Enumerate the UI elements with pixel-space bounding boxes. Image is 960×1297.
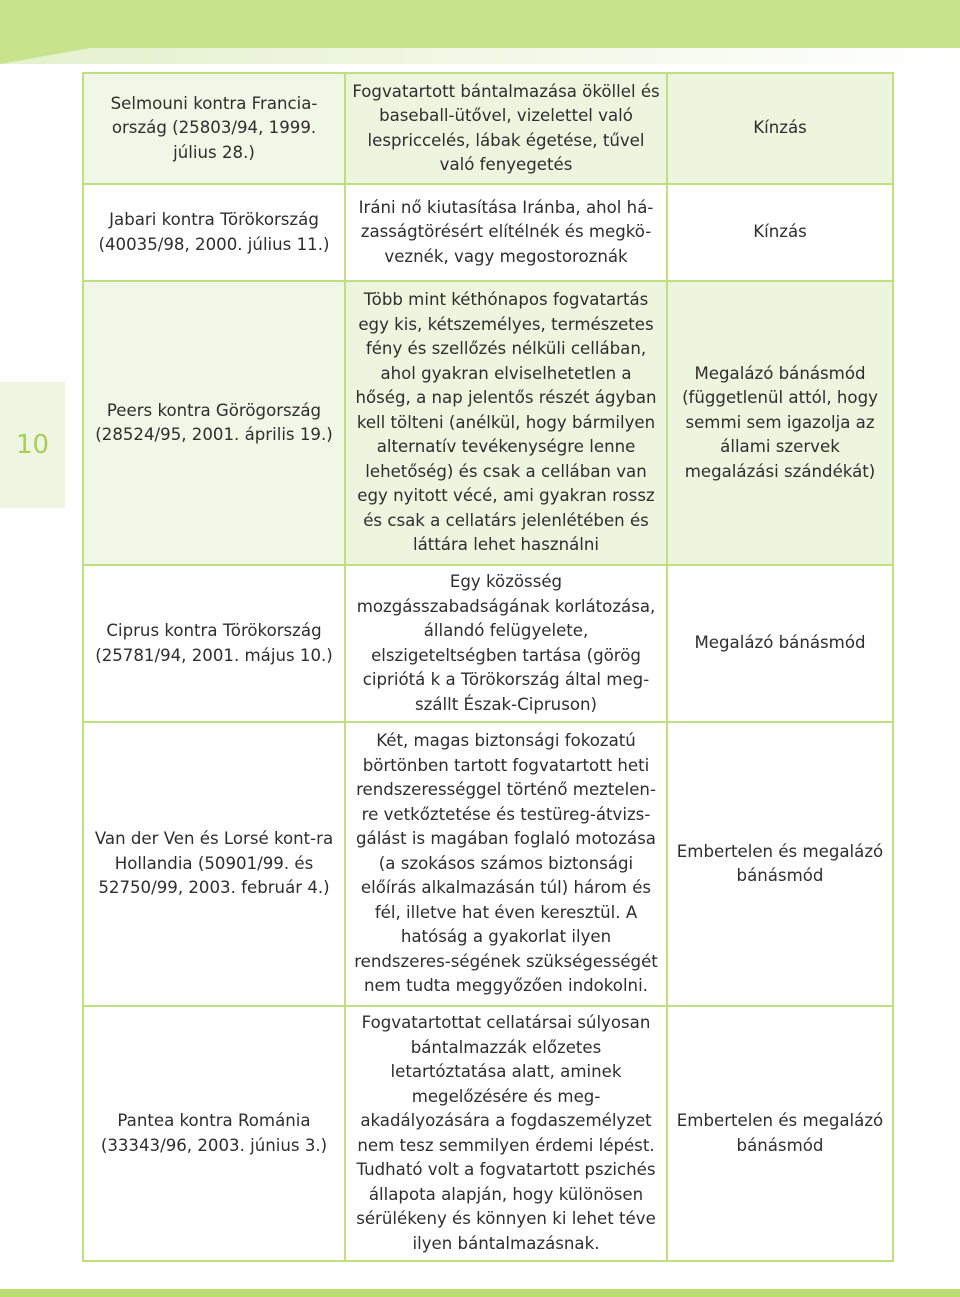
qualification-cell: Megalázó bánásmód (függetlenül attól, hogy semmi sem igazolja az állami szervek megalázási szándékát) (667, 281, 893, 565)
facts-cell: Iráni nő kiutasítása Iránba, ahol há-zasságtörésért elítélnék és megkö-veznék, vagy megostoroznák (345, 184, 667, 281)
facts-cell: Egy közösség mozgásszabadságának korlátozása, állandó felügyelete, elszigeteltségben tartása (görög cipriótá k a Törökország által meg-szállt Észak-Cipruson) (345, 565, 667, 722)
top-accent-band (0, 0, 960, 48)
qualification-cell: Kínzás (667, 73, 893, 184)
table-row (83, 281, 893, 565)
qualification-cell: Embertelen és megalázó bánásmód (667, 722, 893, 1006)
top-accent-fade (0, 48, 960, 64)
page-number: 10 (15, 430, 50, 460)
facts-cell: Fogvatartottat cellatársai súlyosan bántalmazzák előzetes letartóztatása alatt, aminek megelőzésére és meg-akadályozására a fogdaszemélyzet nem tesz semmilyen érdemi lépést. Tudható volt a fogvatartott pszichés állapota alapján, hogy különösen sérülékeny és könnyen ki lehet téve ilyen bántalmazásnak. (345, 1006, 667, 1261)
case-cell: Pantea kontra Románia (33343/96, 2003. június 3.) (83, 1006, 345, 1261)
top-accent-notch (0, 48, 90, 64)
qualification-cell: Kínzás (667, 184, 893, 281)
case-cell: Peers kontra Görögország (28524/95, 2001. április 19.) (83, 281, 345, 565)
facts-cell: Több mint kéthónapos fogvatartás egy kis, kétszemélyes, természetes fény és szellőzés nélküli cellában, ahol gyakran elviselhetetlen a hőség, a nap jelentős részét ágyban kell tölteni (anélkül, hogy bármilyen alternatív tevékenységre lenne lehetőség) és csak a cellában van egy nyitott vécé, ami gyakran rossz és csak a cellatárs jelenlétében és láttára lehet használni (345, 281, 667, 565)
facts-cell: Fogvatartott bántalmazása ököllel és baseball-ütővel, vizelettel való lespriccelés, lábak égetése, tűvel való fenyegetés (345, 73, 667, 184)
table-row (83, 73, 893, 184)
facts-cell: Két, magas biztonsági fokozatú börtönben tartott fogvatartott heti rendszerességgel történő meztelen-re vetkőztetése és testüreg-átvizs-gálást is magában foglaló motozása (a szokásos számos biztonsági előírás alkalmazásán túl) három és fél, illetve hat éven keresztül. A hatóság a gyakorlat ilyen rendszeres-ségének szükségességét nem tudta meggyőzően indokolni. (345, 722, 667, 1006)
bottom-accent-band (0, 1289, 960, 1297)
case-cell: Jabari kontra Törökország (40035/98, 2000. július 11.) (83, 184, 345, 281)
case-law-table (82, 72, 894, 1262)
table-row (83, 722, 893, 1006)
qualification-cell: Megalázó bánásmód (667, 565, 893, 722)
case-cell: Ciprus kontra Törökország (25781/94, 2001. május 10.) (83, 565, 345, 722)
case-cell: Van der Ven és Lorsé kont-ra Hollandia (50901/99. és 52750/99, 2003. február 4.) (83, 722, 345, 1006)
table-row (83, 565, 893, 722)
case-cell: Selmouni kontra Francia-ország (25803/94, 1999. július 28.) (83, 73, 345, 184)
page-number-tab (0, 382, 65, 508)
table-row (83, 184, 893, 281)
qualification-cell: Embertelen és megalázó bánásmód (667, 1006, 893, 1261)
table-row (83, 1006, 893, 1261)
